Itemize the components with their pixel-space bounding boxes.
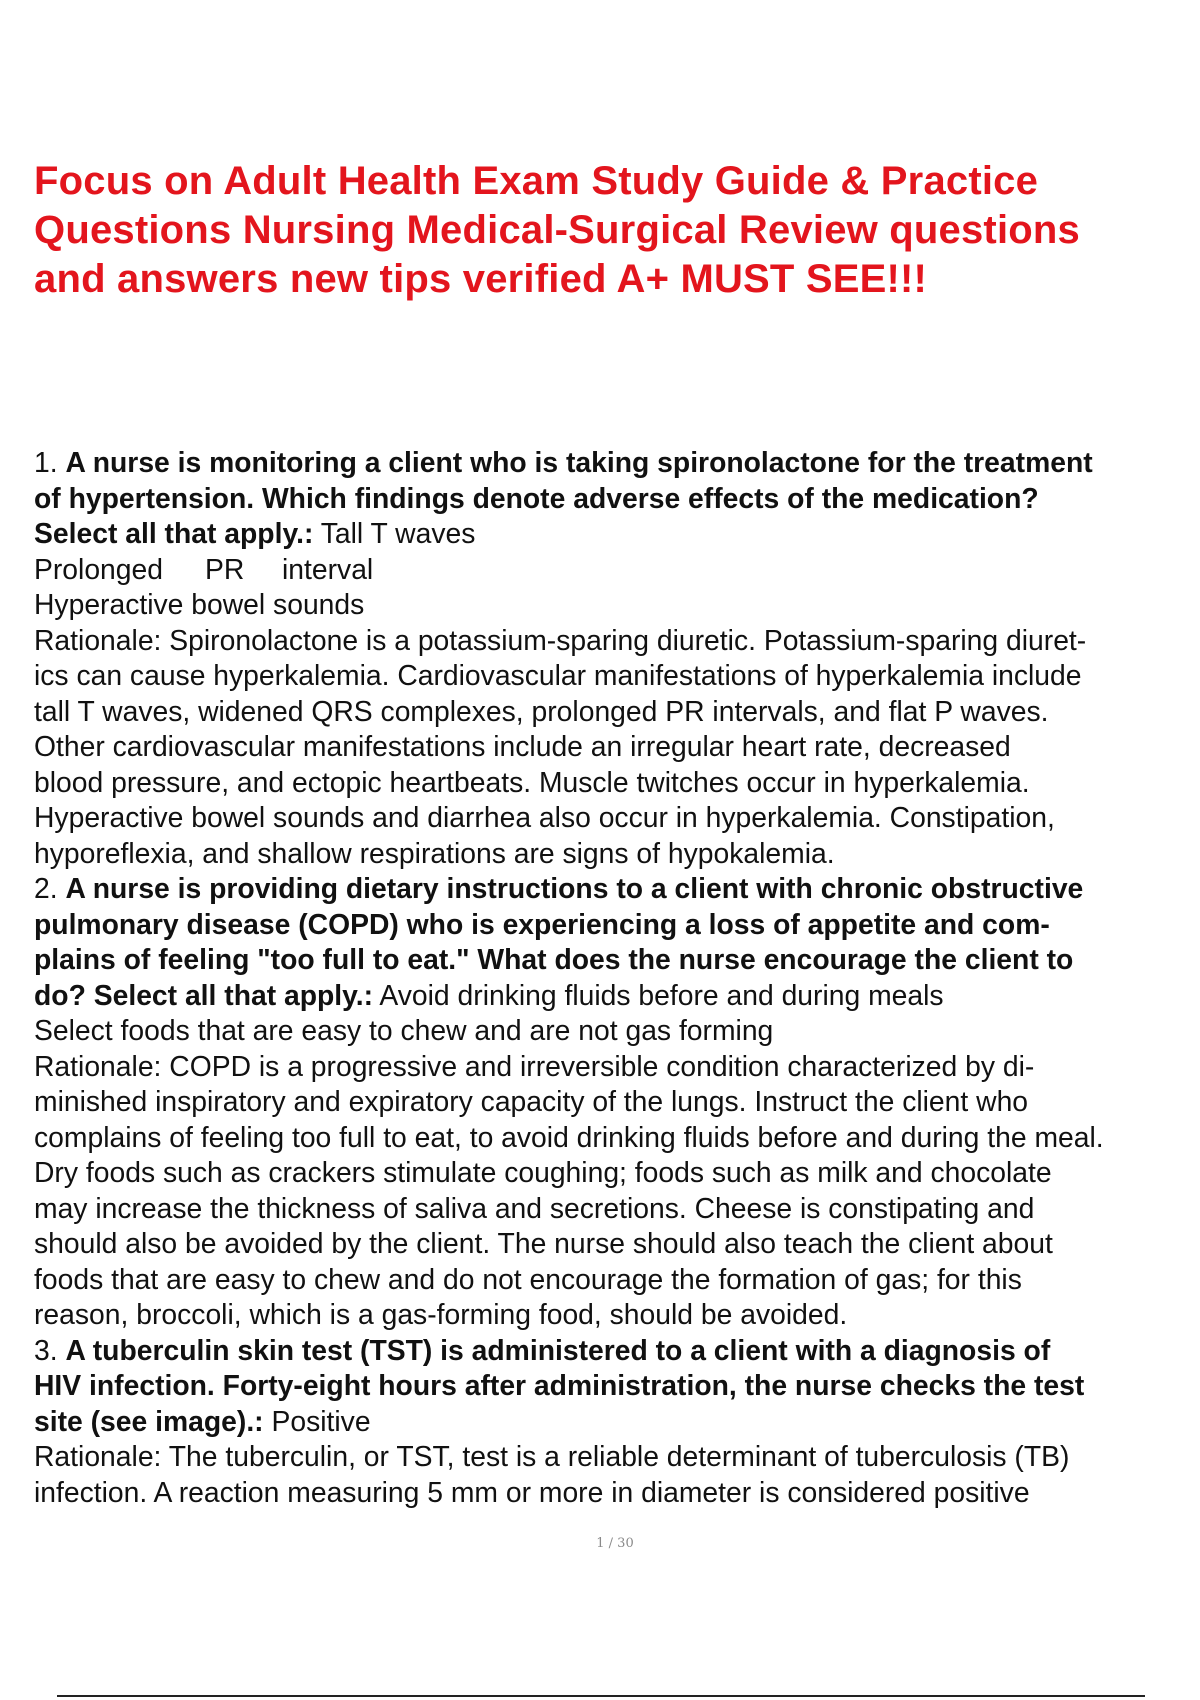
rationale-line: minished inspiratory and expiratory capacity of the lungs. Instruct the client who <box>34 1085 1029 1117</box>
question-line <box>34 978 1200 1014</box>
answer-text: Hyperactive bowel sounds <box>34 588 365 620</box>
question-text: Select all that apply.: <box>34 517 314 549</box>
rationale-line: tall T waves, widened QRS complexes, prolonged PR intervals, and flat P waves. <box>34 694 1049 727</box>
answer-text: Select foods that are easy to chew and are not gas forming <box>34 1014 774 1046</box>
question-2 <box>34 871 1200 1333</box>
question-text: A nurse is providing dietary instructions to a client with chronic obstructive <box>65 872 1084 904</box>
rationale-line: Rationale: The tuberculin, or TST, test is a reliable determinant of tuberculosis (TB) <box>34 1440 1070 1472</box>
question-text: A tuberculin skin test (TST) is administered to a client with a diagnosis of <box>65 1333 1051 1366</box>
rationale-line: Dry foods such as crackers stimulate coughing; foods such as milk and chocolate <box>34 1156 1052 1188</box>
answer-text: Avoid drinking fluids before and during meals <box>373 978 944 1011</box>
rationale-line: infection. A reaction measuring 5 mm or more in diameter is considered positive <box>34 1475 1030 1508</box>
rationale-line: ics can cause hyperkalemia. Cardiovascular manifestations of hyperkalemia include <box>34 659 1082 691</box>
page-number: 1 / 30 <box>596 1536 634 1551</box>
question-line <box>34 445 1200 481</box>
title-line: Focus on Adult Health Exam Study Guide & Practice <box>34 159 1039 203</box>
question-text: of hypertension. Which findings denote adverse effects of the medication? <box>34 481 1039 514</box>
rationale-line: should also be avoided by the client. The nurse should also teach the client about <box>34 1227 1053 1259</box>
answer-word: Prolonged <box>34 552 164 585</box>
rationale-line: Rationale: COPD is a progressive and irreversible condition characterized by di- <box>34 1049 1035 1082</box>
question-line <box>34 1404 1200 1440</box>
question-text: do? Select all that apply.: <box>34 978 374 1011</box>
answer-word: interval <box>282 552 374 585</box>
question-text: HIV infection. Forty-eight hours after administration, the nurse checks the test <box>34 1369 1085 1401</box>
answer-word: PR <box>205 552 245 585</box>
question-text: site (see image).: <box>34 1404 264 1437</box>
question-3 <box>34 1333 1200 1511</box>
answer-text: Tall T waves <box>313 517 476 549</box>
question-text: A nurse is monitoring a client who is taking spironolactone for the treatment <box>65 446 1093 478</box>
document-body <box>34 445 1200 1510</box>
question-number: 2. <box>34 872 58 904</box>
question-line <box>34 1333 1200 1369</box>
question-text: pulmonary disease (COPD) who is experiencing a loss of appetite and com- <box>34 907 1050 940</box>
answer-text: Positive <box>263 1404 371 1437</box>
title-line: and answers new tips verified A+ MUST SEE!!! <box>34 257 928 301</box>
rationale-line: reason, broccoli, which is a gas-forming food, should be avoided. <box>34 1298 848 1330</box>
rationale-line: Other cardiovascular manifestations include an irregular heart rate, decreased <box>34 730 1011 762</box>
document-title <box>34 157 1184 304</box>
question-line <box>34 871 1200 907</box>
rationale-line: blood pressure, and ectopic heartbeats. Muscle twitches occur in hyperkalemia. <box>34 765 1030 798</box>
title-line: Questions Nursing Medical-Surgical Review questions <box>34 208 1080 252</box>
rationale-line: complains of feeling too full to eat, to avoid drinking fluids before and during the meal. <box>34 1120 1104 1153</box>
question-number: 3. <box>34 1333 58 1366</box>
footer-divider <box>57 1695 1145 1697</box>
question-1 <box>34 445 1200 871</box>
rationale-line: may increase the thickness of saliva and secretions. Cheese is constipating and <box>34 1191 1035 1224</box>
question-text: plains of feeling "too full to eat." What does the nurse encourage the client to <box>34 943 1074 975</box>
question-number: 1. <box>34 446 58 478</box>
rationale-line: Hyperactive bowel sounds and diarrhea also occur in hyperkalemia. Constipation, <box>34 801 1055 833</box>
rationale-line: foods that are easy to chew and do not encourage the formation of gas; for this <box>34 1262 1022 1295</box>
rationale-line: Rationale: Spironolactone is a potassium-sparing diuretic. Potassium-sparing diuret- <box>34 623 1087 656</box>
answer-text <box>34 552 1200 588</box>
question-line <box>34 516 1200 552</box>
rationale-line: hyporeflexia, and shallow respirations are signs of hypokalemia. <box>34 836 835 869</box>
